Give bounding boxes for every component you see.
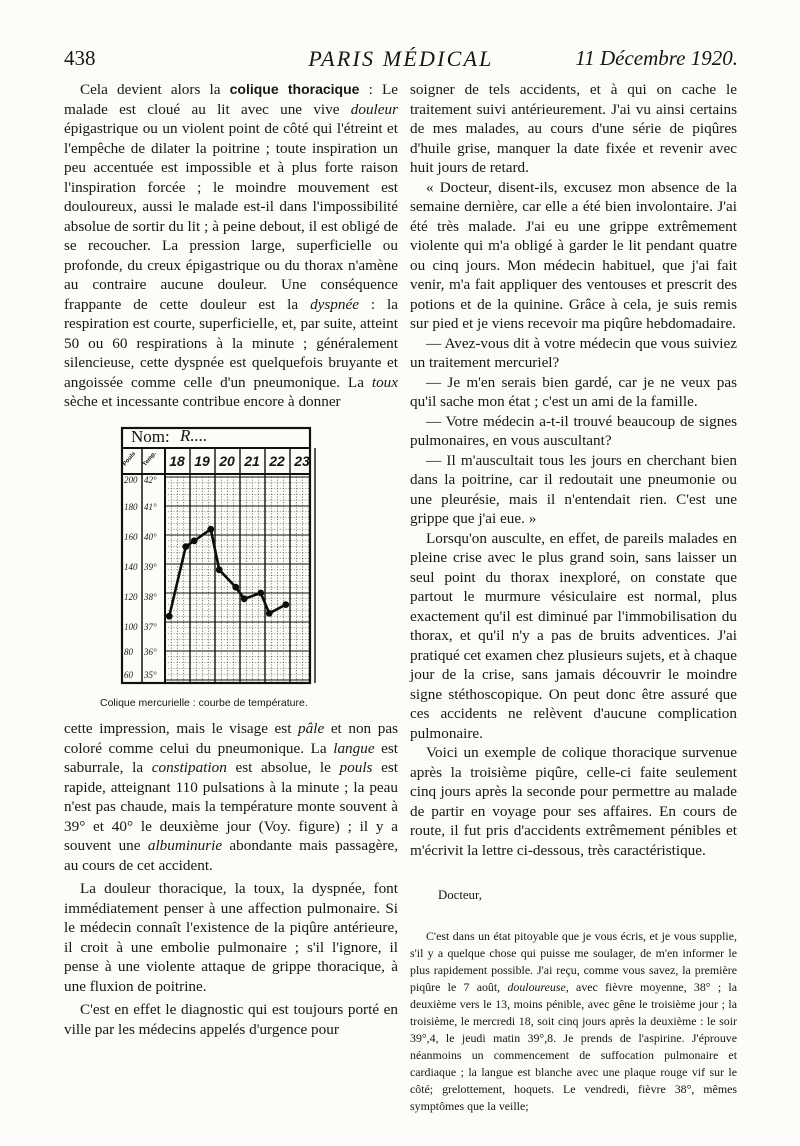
temperature-point [182,543,189,550]
paragraph-example: Voici un exemple de colique thoracique survenue après la troisième piqûre, celle-ci faite seulement cinq jours après la seconde pour permettre au malade de partir en voyage pour ses affaires. En cours de route, il fut pris d'accidents extrêmement pénibles et m'écrivit la lettre ci-dessous, très caractéristique. [410,744,737,859]
temp-tick-label: 38° [144,591,157,602]
day-label: 21 [244,452,260,469]
journal-title: PARIS MÉDICAL [308,46,494,71]
temperature-point [207,525,214,532]
day-label: 20 [219,452,235,469]
paragraph-diagnosis: La douleur thoracique, la toux, la dyspnée, font immédiatement penser à une affection pulmonaire. Si le médecin connaît l'existence de la piqûre antérieure, il croit à une embolie pulmonaire ; s'il l'ignore, il pense à une violente attaque de grippe thoracique, à une fluxion de poitrine. [64,880,398,995]
temp-tick-label: 39° [144,561,157,572]
temperature-chart-figure [100,425,354,714]
temperature-point [282,601,289,608]
left-column [64,80,398,1039]
temp-tick-label: 41° [144,501,157,512]
paragraph-auscultation: Lorsqu'on ausculte, en effet, de pareils malades en pleine crise avec le plus grand soin, sans laisser un seul point du thorax inexploré, on constate que partout le murmure vésiculaire est normal, plus exactement qu'il est diminué par l'immobilisation du thorax, et qu'il n'y a pas de bruits adventices. J'ai pratiqué cet examen chez plusieurs sujets, et à chaque jour de la crise, sans jamais découvrir le moindre signe stéthoscopique. On peut donc être assuré que ces accidents ne relèvent d'aucune complication pulmonaire. [410,529,737,742]
pulse-tick-label: 80 [124,646,133,657]
pulse-tick-label: 160 [124,531,138,542]
pulse-tick-label: 140 [124,561,138,572]
temperature-point [216,566,223,573]
pulse-column-head: Pouls [122,450,138,467]
temperature-point [166,612,173,619]
letter-salutation: Docteur, [438,888,482,902]
dialogue-line: — Votre médecin a-t-il trouvé beaucoup de signes pulmonaires, en vous auscultant? [410,412,737,449]
temp-tick-label: 36° [144,646,157,657]
temp-tick-label: 37° [144,621,157,632]
dialogue-line: — Je m'en serais bien gardé, car je ne veux pas qu'il sache mon état ; c'est un ami de la famille. [410,373,737,410]
temperature-point [241,595,248,602]
paragraph-patient-quote: « Docteur, disent-ils, excusez mon absence de la semaine dernière, car elle a été bien involontaire. J'ai été très malade. J'ai eu une grippe extrêmement violente qui m'a obligé à garder le lit pendant quatre ou cinq jours. Mon médecin habituel, que j'ai fait venir, m'a fait appliquer des ventouses et prescrit des potions et de la quinine. Grâce à cela, je suis remis sur pied et je viens recevoir ma piqûre hebdomadaire. [410,178,737,332]
temperature-point [191,537,198,544]
temperature-point [266,609,273,616]
pulse-tick-label: 100 [124,621,138,632]
dialogue-line: — Il m'auscultait tous les jours en cherchant bien dans la poitrine, car il redoutait une pneumonie ou une pleurésie, mais il n'entendait rien. C'est une grippe que j'ai eue. » [410,451,737,527]
page-number: 438 [64,46,96,70]
paragraph-symptoms: cette impression, mais le visage est pâle et non pas coloré comme celui du pneumonique. La langue est saburrale, la constipation est absolue, le pouls est rapide, atteignant 110 pulsations à la minute ; la peau n'est pas chaude, mais la température monte souvent à 39° et 40° le deuxième jour (Voy. figure) ; il y a souvent une albuminurie abondante mais passagère, au cours de cet accident. [64,720,399,874]
temperature-chart [120,426,342,688]
dialogue-line: — Avez-vous dit à votre médecin que vous suiviez un traitement mercuriel? [410,334,737,371]
letter-body: C'est dans un état pitoyable que je vous écris, et je vous supplie, s'il y a quelque chose qui puisse me soulager, de m'en informer le plus rapidement possible. J'ai reçu, comme vous savez, la première piqûre le 7 août, douloureuse, avec fièvre moyenne, 38° ; la deuxième vers le 13, moins pénible, avec gêne le troisième jour ; la troisième, le mercredi 18, soit cinq jours après la deuxième : le soir 39°,4, le jeudi matin 39°,8. Je prends de l'aspirine. J'éprouve néanmoins un commencement de suffocation pulmonaire et cardiaque ; la langue est blanche avec une plaque rouge vif sur le côté; grelottement, hoquets. Le vendredi, fièvre 38°, mêmes symptômes que la veille; [410,928,737,1113]
temp-tick-label: 35° [144,669,157,680]
right-column [410,80,737,1115]
temp-tick-label: 42° [144,474,157,485]
patient-letter [410,886,737,1115]
day-label: 22 [269,452,285,469]
pulse-tick-label: 180 [124,501,138,512]
pulse-tick-label: 200 [124,474,138,485]
day-label: 23 [294,452,310,469]
day-label: 19 [194,452,210,469]
nom-label: Nom: [131,426,170,446]
day-label: 18 [169,452,185,469]
issue-date: 11 Décembre 1920. [575,46,738,70]
paragraph-continuation: C'est en effet le diagnostic qui est toujours porté en ville par les médecins appelés d'urgence pour [64,1001,398,1038]
paragraph-right-1: soigner de tels accidents, et à qui on cache le traitement suivi antérieurement. J'ai vu ainsi certains de mes malades, au cours d'une série de piqûres d'huile grise, manquer la date fixée et revenir avec huit jours de retard. [410,81,737,176]
temp-column-head: Temp. [142,450,158,468]
nom-value: R.... [180,425,208,445]
page-header [64,46,738,74]
temperature-point [257,589,264,596]
pulse-tick-label: 60 [124,669,133,680]
pulse-tick-label: 120 [124,591,138,602]
term-colique-thoracique: colique thoracique [229,81,360,97]
temperature-point [232,583,239,590]
paragraph-colique-thoracique: Cela devient alors la colique thoracique : Le malade est cloué au lit avec une vive douleur épigastrique ou un violent point de côté qui l'étreint et l'empêche de dilater la poitrine ; toute inspiration un peu accentuée est impossible et à plus forte raison l'inspiration forcée ; le moindre mouvement est douloureux, aussi le malade est-il dans l'impossibilité absolue de sortir du lit ; à peine debout, il est obligé de se recoucher. La pression large, superficielle ou profonde, du creux épigastrique ou du thorax n'amène au contraire aucune douleur. Une conséquence frappante de cette douleur est la dyspnée : la respiration est courte, superficielle, et, par suite, atteint 50 ou 60 respirations à la minute ; généralement silencieuse, cette dyspnée est quelquefois bruyante et angoissée comme celle d'un pneumonique. La toux sèche et incessante contribue encore à donner [64,81,399,410]
figure-caption: Colique mercurielle : courbe de température. [100,696,308,709]
temp-tick-label: 40° [144,531,157,542]
